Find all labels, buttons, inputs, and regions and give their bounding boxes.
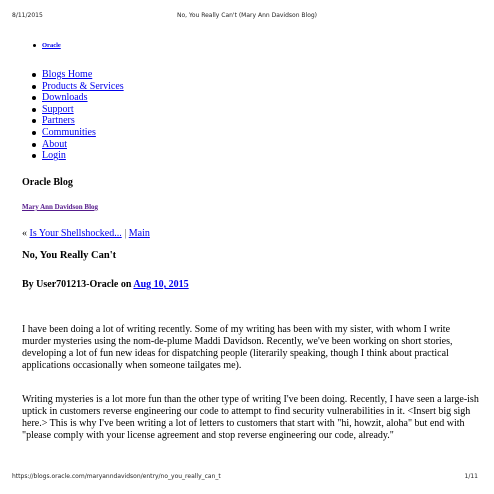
- nav-item-about: [42, 139, 124, 151]
- breadcrumb-separator: |: [124, 228, 127, 239]
- nav-link-products-services[interactable]: Products & Services: [42, 80, 124, 92]
- bullet-icon: [32, 108, 36, 112]
- blog-subtitle-link[interactable]: Mary Ann Davidson Blog: [22, 203, 99, 211]
- blog-subtitle: [22, 203, 98, 211]
- bullet-icon: [32, 73, 36, 77]
- nav-item-blogs-home: [42, 69, 124, 81]
- nav-link-login[interactable]: Login: [42, 150, 66, 162]
- post-title: No, You Really Can't: [22, 250, 117, 261]
- post-paragraph: Writing mysteries is a lot more fun than the other type of writing I've been doing. Recently, I have seen a large-ish uptick in customers reverse engineering our code to attempt to find security vulnerabilities in it. <Insert big sigh here.> This is why I've been writing a lot of letters to customers that start with "hi, howzit, aloha" but end with "please comply with your license agreement and stop reverse engineering our code, already.": [22, 394, 479, 441]
- nav-link-support[interactable]: Support: [42, 103, 74, 115]
- prev-post-link[interactable]: Is Your Shellshocked...: [29, 228, 122, 239]
- nav-link-about[interactable]: About: [42, 138, 67, 150]
- print-page-number: 1/11: [464, 473, 478, 480]
- bullet-icon: [32, 96, 36, 100]
- oracle-top-item: [42, 42, 61, 49]
- print-url: https://blogs.oracle.com/maryanndavidson/entry/no_you_really_can_t: [12, 473, 221, 480]
- print-doc-title: No, You Really Can't (Mary Ann Davidson Blog): [176, 12, 318, 19]
- nav-link-partners[interactable]: Partners: [42, 115, 75, 127]
- post-paragraph: I have been doing a lot of writing recently. Some of my writing has been with my sister, with whom I write murder mysteries using the nom-de-plume Maddi Davidson. Recently, we've been working on short stories, developing a lot of fun new ideas for dispatching people (literarily speaking, though I think about practical applications occasionally when someone tailgates me).: [22, 324, 453, 371]
- nav-item-login: [42, 150, 124, 162]
- nav-item-support: [42, 104, 124, 116]
- byline-author: By User701213-Oracle on: [22, 279, 132, 290]
- bullet-icon: [32, 85, 36, 89]
- nav-item-products-services: [42, 81, 124, 93]
- bullet-icon: [32, 143, 36, 147]
- bullet-icon: [33, 44, 36, 47]
- post-date-link[interactable]: Aug 10, 2015: [133, 279, 189, 290]
- nav-link-communities[interactable]: Communities: [42, 126, 96, 138]
- nav-list: [42, 69, 124, 162]
- bullet-icon: [32, 154, 36, 158]
- bullet-icon: [32, 119, 36, 123]
- post-byline: [22, 279, 189, 290]
- nav-link-blogs-home[interactable]: Blogs Home: [42, 69, 93, 80]
- print-date: 8/11/2015: [12, 12, 43, 19]
- nav-item-downloads: [42, 92, 124, 104]
- nav-item-partners: [42, 115, 124, 127]
- oracle-link[interactable]: Oracle: [42, 42, 61, 49]
- nav-item-communities: [42, 127, 124, 139]
- breadcrumb: [22, 228, 150, 239]
- bullet-icon: [32, 131, 36, 135]
- blog-title: Oracle Blog: [22, 177, 73, 188]
- main-link[interactable]: Main: [128, 228, 150, 239]
- nav-link-downloads[interactable]: Downloads: [42, 92, 88, 104]
- breadcrumb-prefix: «: [22, 228, 27, 239]
